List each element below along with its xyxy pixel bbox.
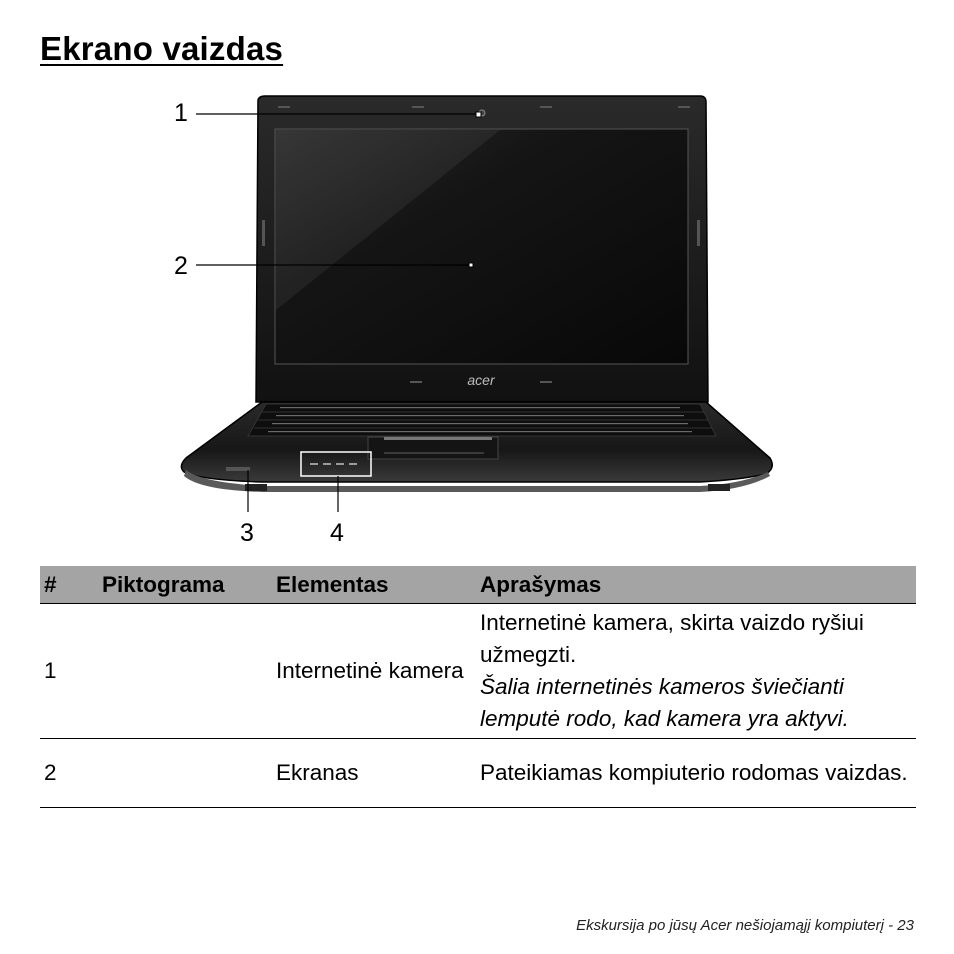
- row-description: Internetinė kamera, skirta vaizdo ryšiui užmegzti.: [480, 610, 864, 667]
- card-reader-slot: [226, 467, 250, 471]
- row-description-cell: [476, 604, 916, 739]
- table-row: [40, 604, 916, 739]
- callout-2: 2: [174, 252, 188, 280]
- header-element: Elementas: [272, 566, 476, 604]
- acer-logo: acer: [467, 372, 495, 388]
- page-footer: Ekskursija po jūsų Acer nešiojamąjį kompiuterį - 23: [576, 917, 914, 934]
- row-number: 2: [40, 739, 98, 808]
- row-number: 1: [40, 604, 98, 739]
- table-row: [40, 739, 916, 808]
- row-element: Internetinė kamera: [272, 604, 476, 739]
- row-note: Šalia internetinės kameros šviečianti lemputė rodo, kad kamera yra aktyvi.: [480, 674, 849, 731]
- touchpad: [368, 437, 498, 459]
- row-description: Pateikiamas kompiuterio rodomas vaizdas.: [480, 760, 908, 785]
- table-header-row: [40, 566, 916, 604]
- row-description-cell: [476, 739, 916, 808]
- touchpad-button: [384, 437, 492, 440]
- callout-3: 3: [240, 519, 254, 547]
- page-title: Ekrano vaizdas: [40, 30, 284, 67]
- header-description: Aprašymas: [476, 566, 916, 604]
- callout-4: 4: [330, 519, 344, 547]
- components-table: [40, 566, 916, 808]
- header-icon: Piktograma: [98, 566, 272, 604]
- row-icon: [98, 739, 272, 808]
- callout-1: 1: [174, 99, 188, 127]
- row-element: Ekranas: [272, 739, 476, 808]
- row-icon: [98, 604, 272, 739]
- header-number: #: [40, 566, 98, 604]
